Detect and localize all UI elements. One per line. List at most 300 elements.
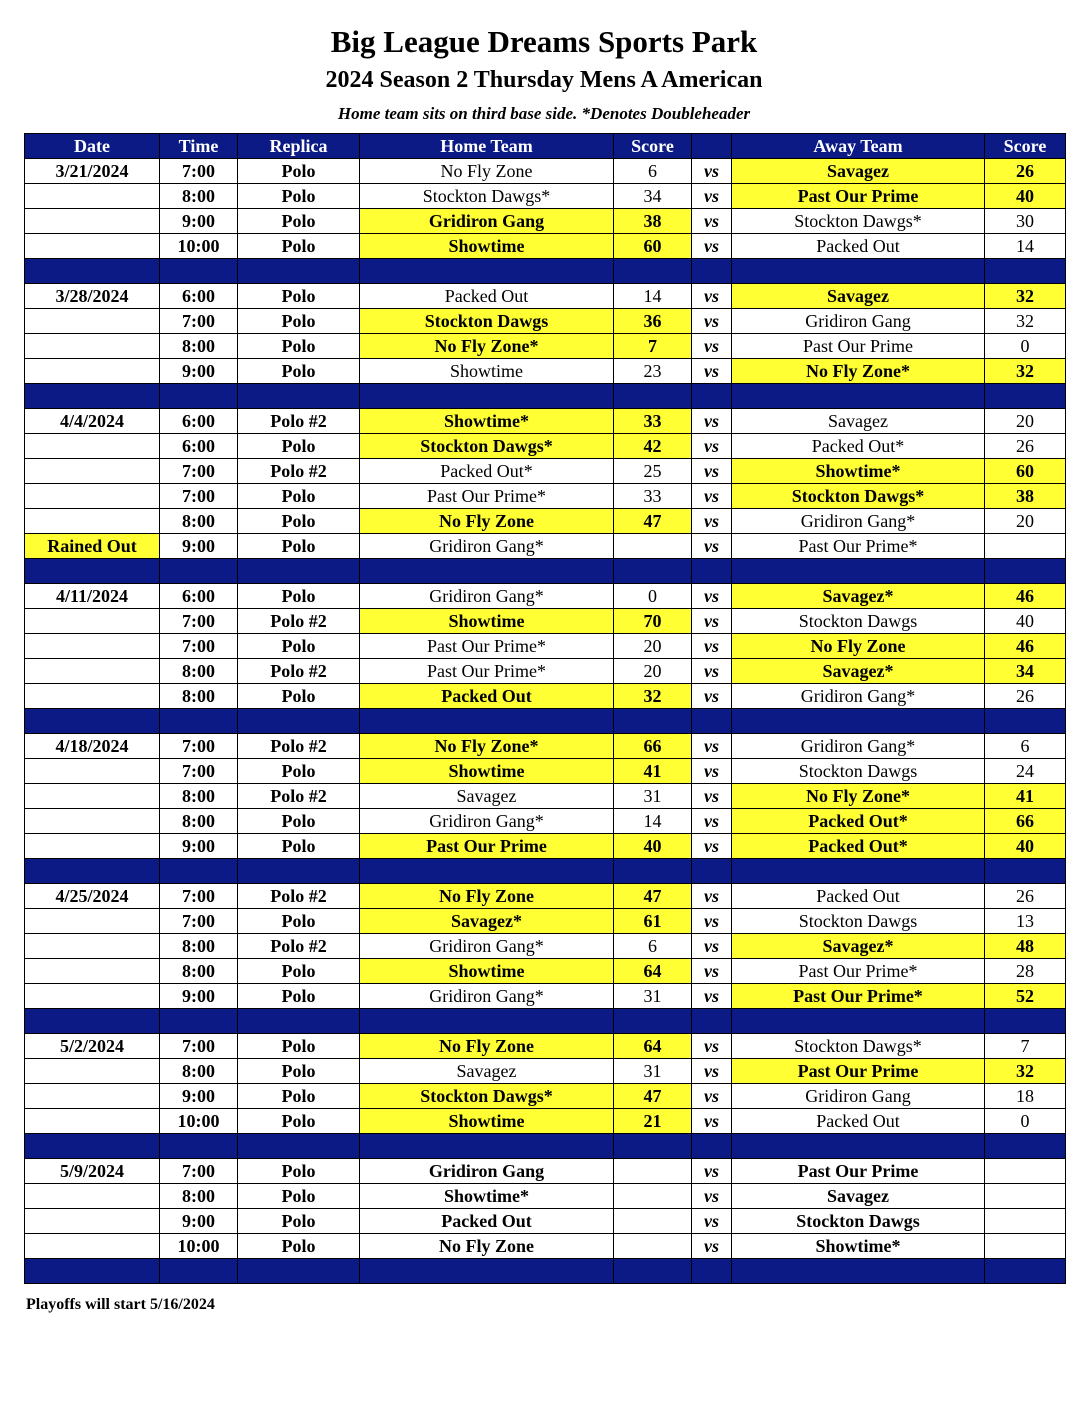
vs-cell: vs xyxy=(692,759,732,784)
home-score-cell: 36 xyxy=(614,309,692,334)
time-cell: 9:00 xyxy=(160,834,238,859)
date-cell: 5/2/2024 xyxy=(25,1034,160,1059)
replica-cell: Polo xyxy=(238,809,360,834)
away-team-cell: Savagez xyxy=(732,1184,985,1209)
week-separator-row xyxy=(25,1009,1066,1034)
home-score-cell: 38 xyxy=(614,209,692,234)
home-score-cell: 70 xyxy=(614,609,692,634)
time-cell: 9:00 xyxy=(160,209,238,234)
vs-cell: vs xyxy=(692,909,732,934)
away-score-cell: 20 xyxy=(985,409,1066,434)
schedule-table xyxy=(24,133,1066,1284)
separator-cell xyxy=(160,709,238,734)
home-team-cell: Past Our Prime* xyxy=(360,484,614,509)
separator-cell xyxy=(160,1134,238,1159)
date-cell xyxy=(25,659,160,684)
vs-cell: vs xyxy=(692,484,732,509)
time-cell: 7:00 xyxy=(160,634,238,659)
separator-cell xyxy=(985,559,1066,584)
game-row xyxy=(25,834,1066,859)
home-team-cell: Showtime* xyxy=(360,409,614,434)
separator-cell xyxy=(238,559,360,584)
vs-cell: vs xyxy=(692,509,732,534)
date-cell xyxy=(25,984,160,1009)
away-score-cell: 32 xyxy=(985,309,1066,334)
home-team-cell: Showtime xyxy=(360,1109,614,1134)
home-team-cell: Stockton Dawgs* xyxy=(360,434,614,459)
away-team-cell: Past Our Prime* xyxy=(732,959,985,984)
game-row xyxy=(25,359,1066,384)
away-team-cell: Savagez xyxy=(732,284,985,309)
away-score-cell: 26 xyxy=(985,159,1066,184)
vs-cell: vs xyxy=(692,609,732,634)
away-score-cell: 32 xyxy=(985,284,1066,309)
home-score-cell: 47 xyxy=(614,509,692,534)
away-score-cell xyxy=(985,1234,1066,1259)
separator-cell xyxy=(238,1259,360,1284)
separator-cell xyxy=(732,1009,985,1034)
time-cell: 7:00 xyxy=(160,734,238,759)
replica-cell: Polo xyxy=(238,634,360,659)
vs-cell: vs xyxy=(692,234,732,259)
separator-cell xyxy=(985,384,1066,409)
home-score-cell: 34 xyxy=(614,184,692,209)
away-score-cell: 32 xyxy=(985,1059,1066,1084)
time-cell: 6:00 xyxy=(160,584,238,609)
away-team-cell: Packed Out* xyxy=(732,834,985,859)
separator-cell xyxy=(732,709,985,734)
vs-cell: vs xyxy=(692,359,732,384)
home-score-cell: 23 xyxy=(614,359,692,384)
replica-cell: Polo xyxy=(238,1059,360,1084)
home-team-cell: No Fly Zone xyxy=(360,1234,614,1259)
replica-cell: Polo xyxy=(238,284,360,309)
game-row xyxy=(25,284,1066,309)
vs-cell: vs xyxy=(692,634,732,659)
away-score-cell: 40 xyxy=(985,184,1066,209)
date-cell: Rained Out xyxy=(25,534,160,559)
time-cell: 8:00 xyxy=(160,184,238,209)
game-row xyxy=(25,159,1066,184)
week-separator-row xyxy=(25,384,1066,409)
date-cell xyxy=(25,759,160,784)
date-cell xyxy=(25,509,160,534)
separator-cell xyxy=(614,1259,692,1284)
separator-cell xyxy=(238,709,360,734)
game-row xyxy=(25,1109,1066,1134)
home-team-cell: Stockton Dawgs xyxy=(360,309,614,334)
home-score-cell xyxy=(614,1209,692,1234)
away-score-cell xyxy=(985,1209,1066,1234)
separator-cell xyxy=(985,859,1066,884)
home-team-cell: Packed Out xyxy=(360,684,614,709)
home-score-cell: 0 xyxy=(614,584,692,609)
vs-cell: vs xyxy=(692,659,732,684)
away-score-cell: 40 xyxy=(985,834,1066,859)
home-team-cell: Gridiron Gang* xyxy=(360,584,614,609)
away-team-cell: Packed Out xyxy=(732,884,985,909)
home-team-cell: Packed Out xyxy=(360,284,614,309)
away-team-cell: Savagez xyxy=(732,159,985,184)
separator-cell xyxy=(985,709,1066,734)
separator-cell xyxy=(985,1134,1066,1159)
home-team-cell: Savagez xyxy=(360,784,614,809)
game-row xyxy=(25,434,1066,459)
separator-cell xyxy=(692,559,732,584)
separator-cell xyxy=(692,859,732,884)
away-score-cell: 26 xyxy=(985,434,1066,459)
date-cell: 4/25/2024 xyxy=(25,884,160,909)
home-score-cell: 14 xyxy=(614,809,692,834)
time-cell: 6:00 xyxy=(160,434,238,459)
away-score-cell xyxy=(985,1159,1066,1184)
date-cell xyxy=(25,834,160,859)
date-cell xyxy=(25,234,160,259)
game-row xyxy=(25,184,1066,209)
time-cell: 9:00 xyxy=(160,984,238,1009)
game-row xyxy=(25,534,1066,559)
separator-cell xyxy=(25,709,160,734)
separator-cell xyxy=(985,259,1066,284)
replica-cell: Polo xyxy=(238,1209,360,1234)
date-cell xyxy=(25,209,160,234)
page-subtitle: 2024 Season 2 Thursday Mens A American xyxy=(325,67,763,93)
date-cell xyxy=(25,1209,160,1234)
separator-cell xyxy=(692,259,732,284)
week-separator-row xyxy=(25,1259,1066,1284)
home-team-cell: Showtime* xyxy=(360,1184,614,1209)
away-score-cell: 26 xyxy=(985,884,1066,909)
away-score-cell: 46 xyxy=(985,634,1066,659)
replica-cell: Polo xyxy=(238,959,360,984)
date-cell xyxy=(25,684,160,709)
home-score-cell: 6 xyxy=(614,159,692,184)
game-row xyxy=(25,609,1066,634)
replica-cell: Polo xyxy=(238,834,360,859)
col-header-home-score: Score xyxy=(614,134,692,159)
game-row xyxy=(25,1084,1066,1109)
vs-cell: vs xyxy=(692,209,732,234)
away-team-cell: Stockton Dawgs xyxy=(732,909,985,934)
game-row xyxy=(25,809,1066,834)
date-cell xyxy=(25,1184,160,1209)
away-score-cell: 48 xyxy=(985,934,1066,959)
separator-cell xyxy=(732,1259,985,1284)
away-score-cell: 18 xyxy=(985,1084,1066,1109)
away-score-cell: 30 xyxy=(985,209,1066,234)
separator-cell xyxy=(160,559,238,584)
separator-cell xyxy=(25,384,160,409)
col-header-time: Time xyxy=(160,134,238,159)
time-cell: 9:00 xyxy=(160,1209,238,1234)
replica-cell: Polo xyxy=(238,184,360,209)
replica-cell: Polo #2 xyxy=(238,409,360,434)
home-score-cell: 40 xyxy=(614,834,692,859)
date-cell: 4/4/2024 xyxy=(25,409,160,434)
replica-cell: Polo xyxy=(238,584,360,609)
vs-cell: vs xyxy=(692,534,732,559)
home-team-cell: No Fly Zone xyxy=(360,159,614,184)
date-cell xyxy=(25,309,160,334)
week-separator-row xyxy=(25,259,1066,284)
vs-cell: vs xyxy=(692,409,732,434)
date-cell: 4/18/2024 xyxy=(25,734,160,759)
separator-cell xyxy=(160,1259,238,1284)
away-score-cell: 6 xyxy=(985,734,1066,759)
separator-cell xyxy=(985,1259,1066,1284)
replica-cell: Polo xyxy=(238,159,360,184)
game-row xyxy=(25,784,1066,809)
separator-cell xyxy=(732,1134,985,1159)
game-row xyxy=(25,1059,1066,1084)
replica-cell: Polo xyxy=(238,984,360,1009)
replica-cell: Polo xyxy=(238,1184,360,1209)
date-cell xyxy=(25,959,160,984)
time-cell: 7:00 xyxy=(160,484,238,509)
separator-cell xyxy=(360,1134,614,1159)
replica-cell: Polo xyxy=(238,759,360,784)
vs-cell: vs xyxy=(692,1084,732,1109)
date-cell xyxy=(25,359,160,384)
replica-cell: Polo xyxy=(238,209,360,234)
week-separator-row xyxy=(25,559,1066,584)
home-team-cell: Packed Out xyxy=(360,1209,614,1234)
game-row xyxy=(25,209,1066,234)
page-title: Big League Dreams Sports Park xyxy=(330,24,758,59)
game-row xyxy=(25,459,1066,484)
home-score-cell xyxy=(614,1234,692,1259)
away-score-cell xyxy=(985,1184,1066,1209)
home-score-cell: 14 xyxy=(614,284,692,309)
date-cell: 3/21/2024 xyxy=(25,159,160,184)
away-team-cell: Gridiron Gang* xyxy=(732,509,985,534)
date-cell xyxy=(25,334,160,359)
separator-cell xyxy=(614,1009,692,1034)
date-cell xyxy=(25,484,160,509)
replica-cell: Polo xyxy=(238,684,360,709)
replica-cell: Polo xyxy=(238,534,360,559)
vs-cell: vs xyxy=(692,184,732,209)
separator-cell xyxy=(160,384,238,409)
separator-cell xyxy=(614,859,692,884)
separator-cell xyxy=(25,1259,160,1284)
home-score-cell: 47 xyxy=(614,884,692,909)
vs-cell: vs xyxy=(692,309,732,334)
vs-cell: vs xyxy=(692,834,732,859)
home-team-cell: No Fly Zone xyxy=(360,1034,614,1059)
separator-cell xyxy=(238,259,360,284)
date-cell xyxy=(25,184,160,209)
separator-cell xyxy=(692,1259,732,1284)
vs-cell: vs xyxy=(692,984,732,1009)
time-cell: 6:00 xyxy=(160,284,238,309)
away-score-cell: 24 xyxy=(985,759,1066,784)
week-separator-row xyxy=(25,709,1066,734)
replica-cell: Polo #2 xyxy=(238,459,360,484)
vs-cell: vs xyxy=(692,934,732,959)
time-cell: 8:00 xyxy=(160,959,238,984)
separator-cell xyxy=(360,1009,614,1034)
home-team-cell: Gridiron Gang* xyxy=(360,809,614,834)
away-score-cell: 7 xyxy=(985,1034,1066,1059)
home-team-cell: Savagez xyxy=(360,1059,614,1084)
away-team-cell: Savagez* xyxy=(732,934,985,959)
time-cell: 7:00 xyxy=(160,1034,238,1059)
home-score-cell: 32 xyxy=(614,684,692,709)
time-cell: 7:00 xyxy=(160,759,238,784)
replica-cell: Polo xyxy=(238,1109,360,1134)
home-score-cell xyxy=(614,1159,692,1184)
home-score-cell: 42 xyxy=(614,434,692,459)
home-team-cell: No Fly Zone* xyxy=(360,734,614,759)
home-team-cell: Stockton Dawgs* xyxy=(360,1084,614,1109)
home-team-cell: Gridiron Gang* xyxy=(360,984,614,1009)
replica-cell: Polo #2 xyxy=(238,659,360,684)
home-score-cell: 21 xyxy=(614,1109,692,1134)
separator-cell xyxy=(985,1009,1066,1034)
separator-cell xyxy=(614,1134,692,1159)
vs-cell: vs xyxy=(692,284,732,309)
vs-cell: vs xyxy=(692,784,732,809)
vs-cell: vs xyxy=(692,1109,732,1134)
game-row xyxy=(25,584,1066,609)
away-team-cell: Gridiron Gang xyxy=(732,309,985,334)
time-cell: 7:00 xyxy=(160,884,238,909)
schedule-body xyxy=(25,159,1066,1284)
separator-cell xyxy=(614,259,692,284)
replica-cell: Polo xyxy=(238,1084,360,1109)
separator-cell xyxy=(614,709,692,734)
separator-cell xyxy=(360,859,614,884)
home-score-cell: 33 xyxy=(614,484,692,509)
date-cell xyxy=(25,434,160,459)
replica-cell: Polo xyxy=(238,309,360,334)
time-cell: 10:00 xyxy=(160,1109,238,1134)
away-team-cell: Packed Out xyxy=(732,234,985,259)
game-row xyxy=(25,234,1066,259)
time-cell: 10:00 xyxy=(160,234,238,259)
date-cell: 4/11/2024 xyxy=(25,584,160,609)
home-team-cell: No Fly Zone xyxy=(360,884,614,909)
home-score-cell: 47 xyxy=(614,1084,692,1109)
time-cell: 8:00 xyxy=(160,934,238,959)
replica-cell: Polo #2 xyxy=(238,734,360,759)
date-cell xyxy=(25,784,160,809)
home-team-cell: Past Our Prime xyxy=(360,834,614,859)
home-team-cell: Gridiron Gang* xyxy=(360,934,614,959)
vs-cell: vs xyxy=(692,884,732,909)
time-cell: 8:00 xyxy=(160,1059,238,1084)
home-score-cell xyxy=(614,534,692,559)
separator-cell xyxy=(25,1009,160,1034)
time-cell: 8:00 xyxy=(160,509,238,534)
home-score-cell: 31 xyxy=(614,784,692,809)
date-cell xyxy=(25,459,160,484)
separator-cell xyxy=(360,384,614,409)
away-team-cell: Gridiron Gang* xyxy=(732,684,985,709)
replica-cell: Polo xyxy=(238,359,360,384)
separator-cell xyxy=(238,1009,360,1034)
time-cell: 8:00 xyxy=(160,784,238,809)
away-score-cell: 46 xyxy=(985,584,1066,609)
home-score-cell: 41 xyxy=(614,759,692,784)
away-score-cell: 38 xyxy=(985,484,1066,509)
col-header-vs xyxy=(692,134,732,159)
home-score-cell: 20 xyxy=(614,659,692,684)
away-score-cell: 13 xyxy=(985,909,1066,934)
replica-cell: Polo xyxy=(238,484,360,509)
away-team-cell: Packed Out* xyxy=(732,434,985,459)
vs-cell: vs xyxy=(692,459,732,484)
replica-cell: Polo xyxy=(238,334,360,359)
away-score-cell: 0 xyxy=(985,1109,1066,1134)
vs-cell: vs xyxy=(692,809,732,834)
away-team-cell: Savagez* xyxy=(732,659,985,684)
separator-cell xyxy=(732,559,985,584)
away-team-cell: Savagez* xyxy=(732,584,985,609)
time-cell: 9:00 xyxy=(160,359,238,384)
vs-cell: vs xyxy=(692,584,732,609)
game-row xyxy=(25,659,1066,684)
replica-cell: Polo xyxy=(238,909,360,934)
game-row xyxy=(25,1034,1066,1059)
separator-cell xyxy=(25,859,160,884)
away-team-cell: Stockton Dawgs* xyxy=(732,209,985,234)
vs-cell: vs xyxy=(692,1034,732,1059)
away-team-cell: Stockton Dawgs xyxy=(732,759,985,784)
vs-cell: vs xyxy=(692,334,732,359)
away-team-cell: Gridiron Gang xyxy=(732,1084,985,1109)
home-score-cell: 31 xyxy=(614,1059,692,1084)
away-team-cell: Showtime* xyxy=(732,1234,985,1259)
home-score-cell: 6 xyxy=(614,934,692,959)
game-row xyxy=(25,909,1066,934)
away-team-cell: Past Our Prime* xyxy=(732,534,985,559)
replica-cell: Polo xyxy=(238,1034,360,1059)
home-score-cell: 60 xyxy=(614,234,692,259)
week-separator-row xyxy=(25,859,1066,884)
vs-cell: vs xyxy=(692,159,732,184)
time-cell: 8:00 xyxy=(160,1184,238,1209)
away-score-cell xyxy=(985,534,1066,559)
separator-cell xyxy=(614,559,692,584)
date-cell xyxy=(25,809,160,834)
time-cell: 6:00 xyxy=(160,409,238,434)
replica-cell: Polo xyxy=(238,509,360,534)
away-team-cell: Stockton Dawgs* xyxy=(732,1034,985,1059)
home-team-cell: Gridiron Gang xyxy=(360,209,614,234)
away-team-cell: No Fly Zone* xyxy=(732,359,985,384)
time-cell: 9:00 xyxy=(160,534,238,559)
home-score-cell: 64 xyxy=(614,959,692,984)
away-score-cell: 0 xyxy=(985,334,1066,359)
date-cell xyxy=(25,1234,160,1259)
away-score-cell: 41 xyxy=(985,784,1066,809)
away-team-cell: Past Our Prime xyxy=(732,1059,985,1084)
time-cell: 8:00 xyxy=(160,684,238,709)
separator-cell xyxy=(732,859,985,884)
home-score-cell: 64 xyxy=(614,1034,692,1059)
game-row xyxy=(25,1209,1066,1234)
game-row xyxy=(25,1159,1066,1184)
home-team-cell: No Fly Zone xyxy=(360,509,614,534)
away-team-cell: Stockton Dawgs xyxy=(732,609,985,634)
away-score-cell: 26 xyxy=(985,684,1066,709)
separator-cell xyxy=(238,859,360,884)
time-cell: 7:00 xyxy=(160,609,238,634)
time-cell: 7:00 xyxy=(160,159,238,184)
separator-cell xyxy=(692,1134,732,1159)
